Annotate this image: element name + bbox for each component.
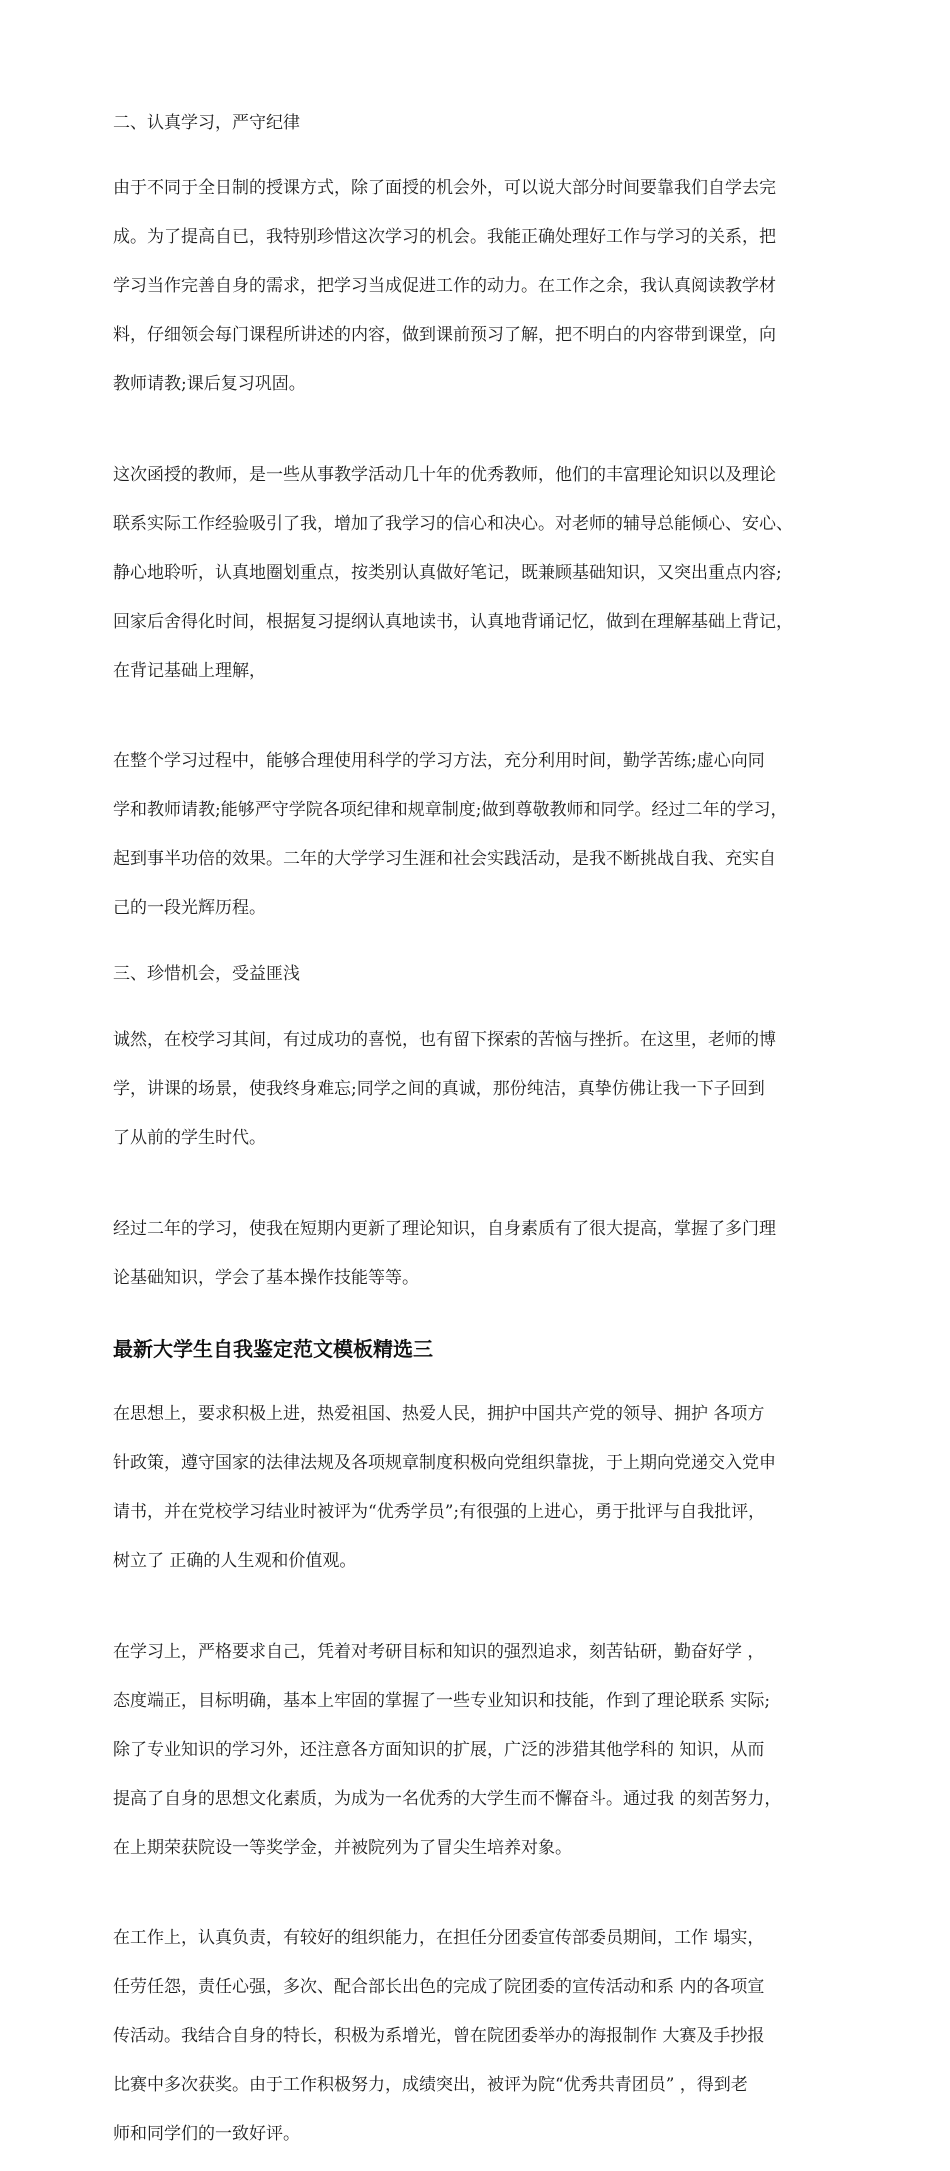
paragraph-two-years — [113, 1192, 840, 1315]
section-two-heading: 二、认真学习，严守纪律 — [113, 111, 840, 136]
text-line: 在工作上，认真负责，有较好的组织能力，在担任分团委宣传部委员期间，工作 塌实， — [113, 1926, 840, 1951]
text-line: 传活动。我结合自身的特长，积极为系增光，曾在院团委举办的海报制作 大赛及手抄报 — [113, 2024, 840, 2049]
paragraph-teachers — [113, 438, 840, 708]
text-line: 料，仔细领会每门课程所讲述的内容，做到课前预习了解，把不明白的内容带到课堂，向 — [113, 323, 840, 348]
document-body — [113, 111, 840, 2171]
text-line: 诚然，在校学习其间，有过成功的喜悦，也有留下探索的苦恼与挫折。在这里，老师的博 — [113, 1028, 840, 1053]
text-line: 在背记基础上理解， — [113, 659, 840, 684]
text-line: 学和教师请教;能够严守学院各项纪律和规章制度;做到尊敬教师和同学。经过二年的学习， — [113, 798, 840, 823]
text-line: 提高了自身的思想文化素质，为成为一名优秀的大学生而不懈奋斗。通过我 的刻苦努力， — [113, 1787, 840, 1812]
text-line: 在思想上，要求积极上进，热爱祖国、热爱人民，拥护中国共产党的领导、拥护 各项方 — [113, 1402, 840, 1427]
text-line: 经过二年的学习，使我在短期内更新了理论知识，自身素质有了很大提高，掌握了多门理 — [113, 1217, 840, 1242]
text-line: 在上期荣获院设一等奖学金，并被院列为了冒尖生培养对象。 — [113, 1836, 840, 1861]
text-line: 学，讲课的场景，使我终身难忘;同学之间的真诚，那份纯洁，真挚仿佛让我一下子回到 — [113, 1077, 840, 1102]
text-line: 树立了 正确的人生观和价值观。 — [113, 1549, 840, 1574]
text-line: 比赛中多次获奖。由于工作积极努力，成绩突出，被评为院“优秀共青团员” ，得到老 — [113, 2073, 840, 2098]
paragraph-academics — [113, 1615, 840, 1885]
text-line: 教师请教;课后复习巩固。 — [113, 372, 840, 397]
paragraph-work — [113, 1902, 840, 2171]
text-line: 了从前的学生时代。 — [113, 1126, 840, 1151]
text-line: 起到事半功倍的效果。二年的大学学习生涯和社会实践活动，是我不断挑战自我、充实自 — [113, 847, 840, 872]
text-line: 师和同学们的一致好评。 — [113, 2122, 840, 2147]
text-line: 针政策，遵守国家的法律法规及各项规章制度积极向党组织靠拢，于上期向党递交入党申 — [113, 1451, 840, 1476]
paragraph-ideology — [113, 1378, 840, 1599]
text-line: 静心地聆听，认真地圈划重点，按类别认真做好笔记，既兼顾基础知识，又突出重点内容; — [113, 561, 840, 586]
text-line: 联系实际工作经验吸引了我，增加了我学习的信心和决心。对老师的辅导总能倾心、安心、 — [113, 512, 840, 537]
text-line: 态度端正，目标明确，基本上牢固的掌握了一些专业知识和技能，作到了理论联系 实际; — [113, 1689, 840, 1714]
text-line: 学习当作完善自身的需求，把学习当成促进工作的动力。在工作之余，我认真阅读教学材 — [113, 274, 840, 299]
section-three-heading: 三、珍惜机会，受益匪浅 — [113, 962, 840, 987]
text-line: 这次函授的教师，是一些从事教学活动几十年的优秀教师，他们的丰富理论知识以及理论 — [113, 463, 840, 488]
text-line: 在学习上，严格要求自己，凭着对考研目标和知识的强烈追求，刻苦钻研，勤奋好学 ， — [113, 1640, 840, 1665]
text-line: 由于不同于全日制的授课方式，除了面授的机会外，可以说大部分时间要靠我们自学去完 — [113, 176, 840, 201]
text-line: 论基础知识，学会了基本操作技能等等。 — [113, 1266, 840, 1291]
paragraph-learning-process — [113, 725, 840, 946]
text-line: 回家后舍得化时间，根据复习提纲认真地读书，认真地背诵记忆，做到在理解基础上背记， — [113, 610, 840, 635]
text-line: 在整个学习过程中，能够合理使用科学的学习方法，充分利用时间，勤学苦练;虚心向同 — [113, 749, 840, 774]
text-line: 请书，并在党校学习结业时被评为“优秀学员”;有很强的上进心，勇于批评与自我批评， — [113, 1500, 840, 1525]
article-title: 最新大学生自我鉴定范文模板精选三 — [113, 1336, 840, 1362]
paragraph-campus-life — [113, 1004, 840, 1176]
paragraph-study-method — [113, 152, 840, 422]
text-line: 除了专业知识的学习外，还注意各方面知识的扩展，广泛的涉猎其他学科的 知识，从而 — [113, 1738, 840, 1763]
text-line: 己的一段光辉历程。 — [113, 896, 840, 921]
text-line: 成。为了提高自已，我特别珍惜这次学习的机会。我能正确处理好工作与学习的关系，把 — [113, 225, 840, 250]
text-line: 任劳任怨，责任心强，多次、配合部长出色的完成了院团委的宣传活动和系 内的各项宣 — [113, 1975, 840, 2000]
